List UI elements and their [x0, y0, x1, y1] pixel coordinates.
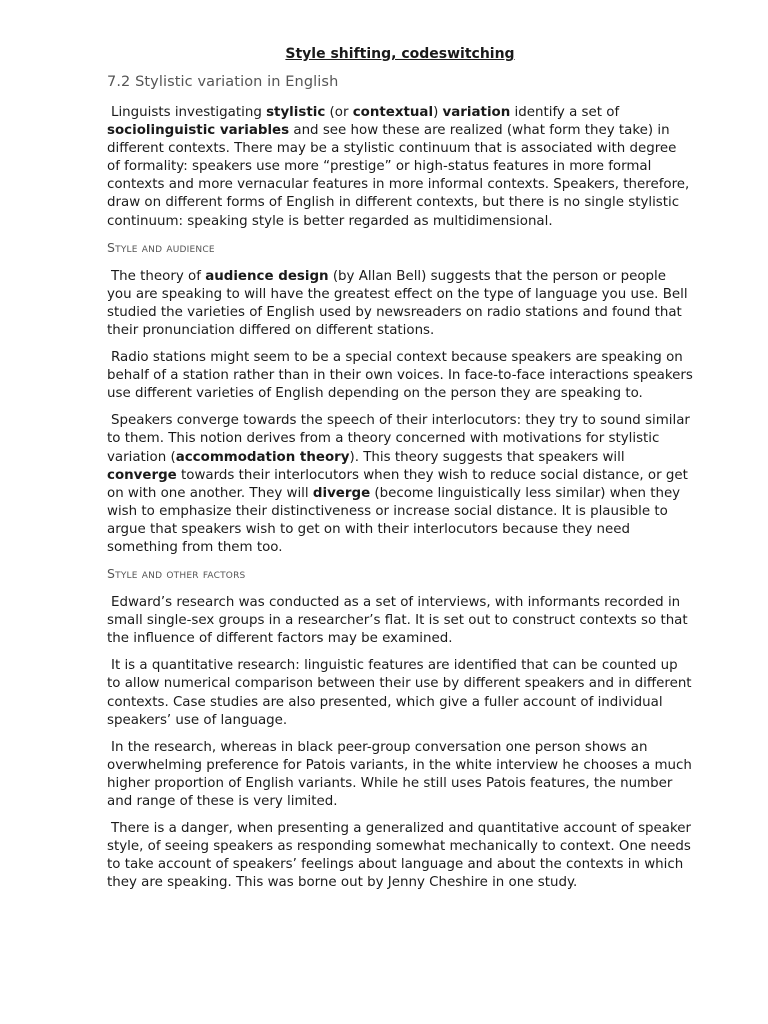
paragraph-radio-stations: Radio stations might seem to be a special context because speakers are speaking on behalf of a station rather than in their own voices. In face-to-face interactions speakers use different varieties of English depending on the person they are speaking to.	[107, 350, 693, 402]
document-title: Style shifting, codeswitching	[285, 46, 515, 62]
subheading-style-audience: Style and audience	[107, 239, 215, 255]
document-page	[107, 44, 693, 901]
paragraph-stylistic-variation: Linguists investigating stylistic (or contextual) variation identify a set of sociolinguistic variables and see how these are realized (what form they take) in different contexts. There may be a stylistic continuum that is associated with degree of formality: speakers use more “prestige” or high-status features in more formal contexts and more vernacular features in more informal contexts. Speakers, therefore, draw on different forms of English in different contexts, but there is no single stylistic continuum: speaking style is better regarded as multidimensional.	[107, 105, 690, 229]
paragraph-patois-variants: In the research, whereas in black peer-group conversation one person shows an overwhelming preference for Patois variants, in the white interview he chooses a much higher proportion of English variants. While he still uses Patois features, the number and range of these is very limited.	[107, 739, 692, 809]
paragraph-quantitative-research: It is a quantitative research: linguistic features are identified that can be counted up to allow numerical comparison between their use by different speakers and in different contexts. Case studies are also presented, which give a fuller account of individual speakers’ use of language.	[107, 658, 692, 728]
subheading-style-other-factors: Style and other factors	[107, 566, 246, 582]
paragraph-edwards-research: Edward’s research was conducted as a set of interviews, with informants recorded in small single-sex groups in a researcher’s flat. It is set out to construct contexts so that the influence of different factors may be examined.	[107, 595, 688, 647]
section-heading: 7.2 Stylistic variation in English	[107, 74, 339, 90]
paragraph-danger-generalized: There is a danger, when presenting a generalized and quantitative account of speaker style, of seeing speakers as responding somewhat mechanically to context. One needs to take account of speakers’ feelings about language and about the contexts in which they are speaking. This was borne out by Jenny Cheshire in one study.	[107, 821, 692, 891]
paragraph-accommodation-theory: Speakers converge towards the speech of their interlocutors: they try to sound similar to them. This notion derives from a theory concerned with motivations for stylistic variation (accommodation theory). This theory suggests that speakers will converge towards their interlocutors when they wish to reduce social distance, or get on with one another. They will diverge (become linguistically less similar) when they wish to emphasize their distinctiveness or increase social distance. It is plausible to argue that speakers wish to get on with their interlocutors because they need something from them too.	[107, 413, 690, 555]
paragraph-audience-design: The theory of audience design (by Allan Bell) suggests that the person or people you are speaking to will have the greatest effect on the type of language you use. Bell studied the varieties of English used by newsreaders on radio stations and found that their pronunciation differed on different stations.	[107, 268, 688, 338]
